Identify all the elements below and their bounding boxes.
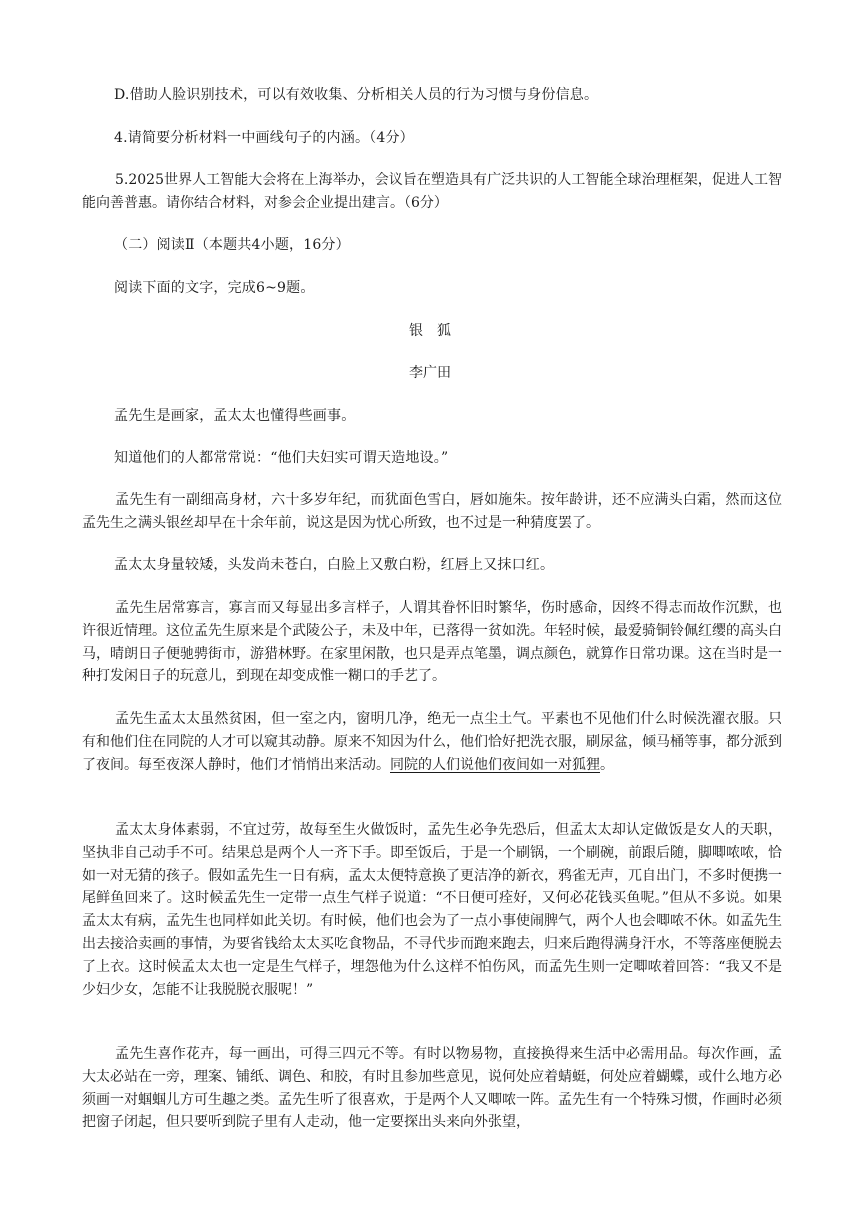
article-title: 银 狐 — [409, 323, 451, 339]
section-heading: （二）阅读Ⅱ（本题共4小题，16分） — [114, 237, 350, 253]
underlined-sentence: 同院的人们说他们夜间如一对狐狸 — [390, 756, 600, 773]
paragraph-7: 孟太太身体素弱，不宜过劳，故每至生火做饭时，孟先生必争先恐后，但孟太太却认定做饭是女人的天职，坚执非自己动手不可。结果总是两个人一齐下手。即至饭后，于是一个刷锅，一个刷碗，前跟后随，脚唧哝哝，恰如一对无猜的孩子。假如孟先生一日有病，孟太太便特意换了更洁净的新衣，鸦雀无声，兀自出门，不多时便携一尾鲜鱼回来了。这时候孟先生一定带一点生气样子说道：“不日便可痊好，又何必花钱买鱼呢。”但从不多说。如果孟太太有病，孟先生也同样如此关切。有时候，他们也会为了一点小事使闹脾气，两个人也会唧哝不休。如孟先生出去接洽卖画的事情，为要省钱给太太买吃食物品，不寻代步而跑来跑去，归来后跑得满身汗水，不等落座便脱去了上衣。这时候孟太太也一定是生气样子，埋怨他为什么这样不怕伤风，而孟先生则一定唧哝着回答：“我又不是少妇少女，怎能不让我脱脱衣服呢！” — [82, 822, 782, 998]
paragraph-4: 孟太太身量较矮，头发尚未苍白，白脸上又敷白粉，红唇上又抹口红。 — [114, 557, 555, 573]
reading-instruction: 阅读下面的文字，完成6~9题。 — [114, 280, 315, 296]
question-5: 5.2025世界人工智能大会将在上海举办，会议旨在塑造具有广泛共识的人工智能全球治理框架，促进人工智能向善普惠。请你结合材料，对参会企业提出建言。（6分） — [82, 172, 782, 211]
paragraph-2: 知道他们的人都常常说：“他们夫妇实可谓天造地设。” — [114, 450, 449, 466]
paragraph-3: 孟先生有一副细高身材，六十多岁年纪，而犹面色雪白，唇如施朱。按年龄讲，还不应满头白霜，然而这位孟先生之满头银丝却早在十余年前，说这是因为忧心所致，也不过是一种猜度罢了。 — [82, 492, 782, 531]
paragraph-5: 孟先生居常寡言，寡言而又每显出多言样子，人谓其眷怀旧时繁华，伤时感命，因终不得志而故作沉默，也许很近情理。这位孟先生原来是个武陵公子，未及中年，已落得一贫如洗。年轻时候，最爱骑铜铃佩红缨的高头白马，晴朗日子便驰骋街市，游猎林野。在家里闲散，也只是弄点笔墨，调点颜色，就算作日常功课。这在当时是一种打发闲日子的玩意儿，到现在却变成惟一糊口的手艺了。 — [82, 600, 782, 685]
paragraph-6-end: 。 — [600, 756, 614, 773]
paragraph-8: 孟先生喜作花卉，每一画出，可得三四元不等。有时以物易物，直接换得来生活中必需用品。每次作画，孟大太必站在一旁，理案、铺纸、调色、和胶，有时且参加些意见，说何处应着蜻蜓，何处应着蝴蝶，或什么地方必须画一对蝈蝈儿方可生趣之类。孟先生听了很喜欢，于是两个人又唧哝一阵。孟先生有一个特殊习惯，作画时必须把窗子闭起，但只要听到院子里有人走动，他一定要探出头来向外张望， — [82, 1046, 782, 1131]
option-d-text: D.借助人脸识别技术，可以有效收集、分析相关人员的行为习惯与身份信息。 — [114, 87, 599, 103]
paragraph-1: 孟先生是画家，孟太太也懂得些画事。 — [114, 408, 356, 424]
question-4: 4.请简要分析材料一中画线句子的内涵。（4分） — [114, 130, 414, 146]
paragraph-6 — [82, 708, 782, 776]
article-author: 李广田 — [409, 365, 451, 381]
paragraph-6-text: 孟先生孟太太虽然贫困，但一室之内，窗明几净，绝无一点尘土气。平素也不见他们什么时候洗濯衣服。只有和他们住在同院的人才可以窥其动静。原来不知因为什么，他们恰好把洗衣服，刷尿盆，倾马桶等事，都分派到了夜间。每至夜深人静时，他们才悄悄出来活动。 — [82, 711, 782, 773]
